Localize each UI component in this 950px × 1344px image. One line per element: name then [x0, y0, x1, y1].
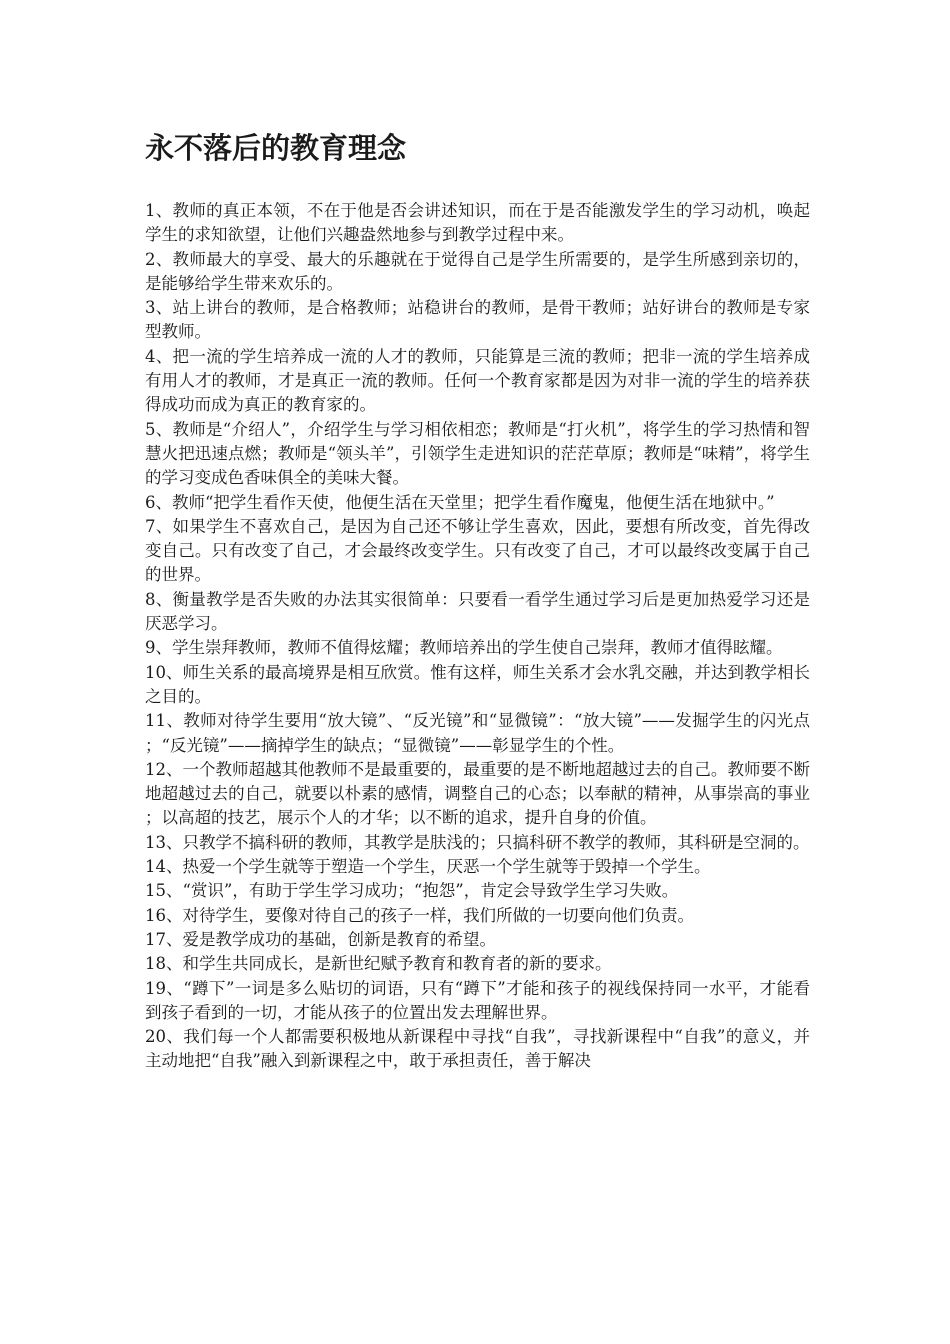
paragraph: 18、和学生共同成长，是新世纪赋予教育和教育者的新的要求。 — [145, 954, 612, 974]
paragraph: 17、爱是教学成功的基础，创新是教育的希望。 — [145, 929, 496, 949]
paragraph: 5、教师是“介绍人”，介绍学生与学习相依相恋；教师是“打火机”，将学生的学习热情和智慧火把迅速点燃；教师是“领头羊”，引领学生走进知识的茫茫草原；教师是“味精”，将学生的学习变成色香味俱全的美味大餐。 — [145, 419, 810, 488]
paragraph: 6、教师“把学生看作天使，他便生活在天堂里；把学生看作魔鬼，他便生活在地狱中。” — [145, 492, 775, 512]
paragraph: 12、一个教师超越其他教师不是最重要的，最重要的是不断地超越过去的自己。教师要不断地超越过去的自己，就要以朴素的感情，调整自己的心态；以奉献的精神，从事崇高的事业；以高超的技艺，展示个人的才华；以不断的追求，提升自身的价值。 — [145, 759, 810, 828]
paragraph: 20、我们每一个人都需要积极地从新课程中寻找“自我”，寻找新课程中“自我”的意义，并主动地把“自我”融入到新课程之中，敢于承担责任，善于解决 — [145, 1027, 810, 1071]
paragraph: 19、“蹲下”一词是多么贴切的词语，只有“蹲下”才能和孩子的视线保持同一水平，才能看到孩子看到的一切，才能从孩子的位置出发去理解世界。 — [145, 978, 810, 1022]
paragraph: 16、对待学生，要像对待自己的孩子一样，我们所做的一切要向他们负责。 — [145, 905, 694, 925]
paragraph: 10、师生关系的最高境界是相互欣赏。惟有这样，师生关系才会水乳交融，并达到教学相长之目的。 — [145, 662, 810, 706]
document-title: 永不落后的教育理念 — [145, 131, 407, 165]
paragraph: 9、学生崇拜教师，教师不值得炫耀；教师培养出的学生使自己崇拜，教师才值得眩耀。 — [145, 638, 783, 658]
paragraph: 1、教师的真正本领，不在于他是否会讲述知识，而在于是否能激发学生的学习动机，唤起学生的求知欲望，让他们兴趣盎然地参与到教学过程中来。 — [145, 201, 810, 245]
paragraph: 3、站上讲台的教师，是合格教师；站稳讲台的教师，是骨干教师；站好讲台的教师是专家型教师。 — [145, 298, 810, 342]
paragraph: 15、“赏识”，有助于学生学习成功；“抱怨”，肯定会导致学生学习失败。 — [145, 881, 679, 901]
paragraph: 7、如果学生不喜欢自己，是因为自己还不够让学生喜欢，因此，要想有所改变，首先得改变自己。只有改变了自己，才会最终改变学生。只有改变了自己，才可以最终改变属于自己的世界。 — [145, 516, 810, 585]
document-body — [145, 199, 810, 1074]
paragraph: 14、热爱一个学生就等于塑造一个学生，厌恶一个学生就等于毁掉一个学生。 — [145, 857, 711, 877]
paragraph: 2、教师最大的享受、最大的乐趣就在于觉得自己是学生所需要的，是学生所感到亲切的，是能够给学生带来欢乐的。 — [145, 249, 810, 293]
paragraph: 11、教师对待学生要用“放大镜”、“反光镜”和“显微镜”：“放大镜”——发掘学生的闪光点；“反光镜”——摘掉学生的缺点；“显微镜”——彰显学生的个性。 — [145, 711, 810, 755]
paragraph: 4、把一流的学生培养成一流的人才的教师，只能算是三流的教师；把非一流的学生培养成有用人才的教师，才是真正一流的教师。任何一个教育家都是因为对非一流的学生的培养获得成功而成为真正的教育家的。 — [145, 346, 810, 415]
paragraph: 13、只教学不搞科研的教师，其教学是肤浅的；只搞科研不教学的教师，其科研是空洞的。 — [145, 832, 810, 852]
paragraph: 8、衡量教学是否失败的办法其实很简单：只要看一看学生通过学习后是更加热爱学习还是厌恶学习。 — [145, 589, 810, 634]
